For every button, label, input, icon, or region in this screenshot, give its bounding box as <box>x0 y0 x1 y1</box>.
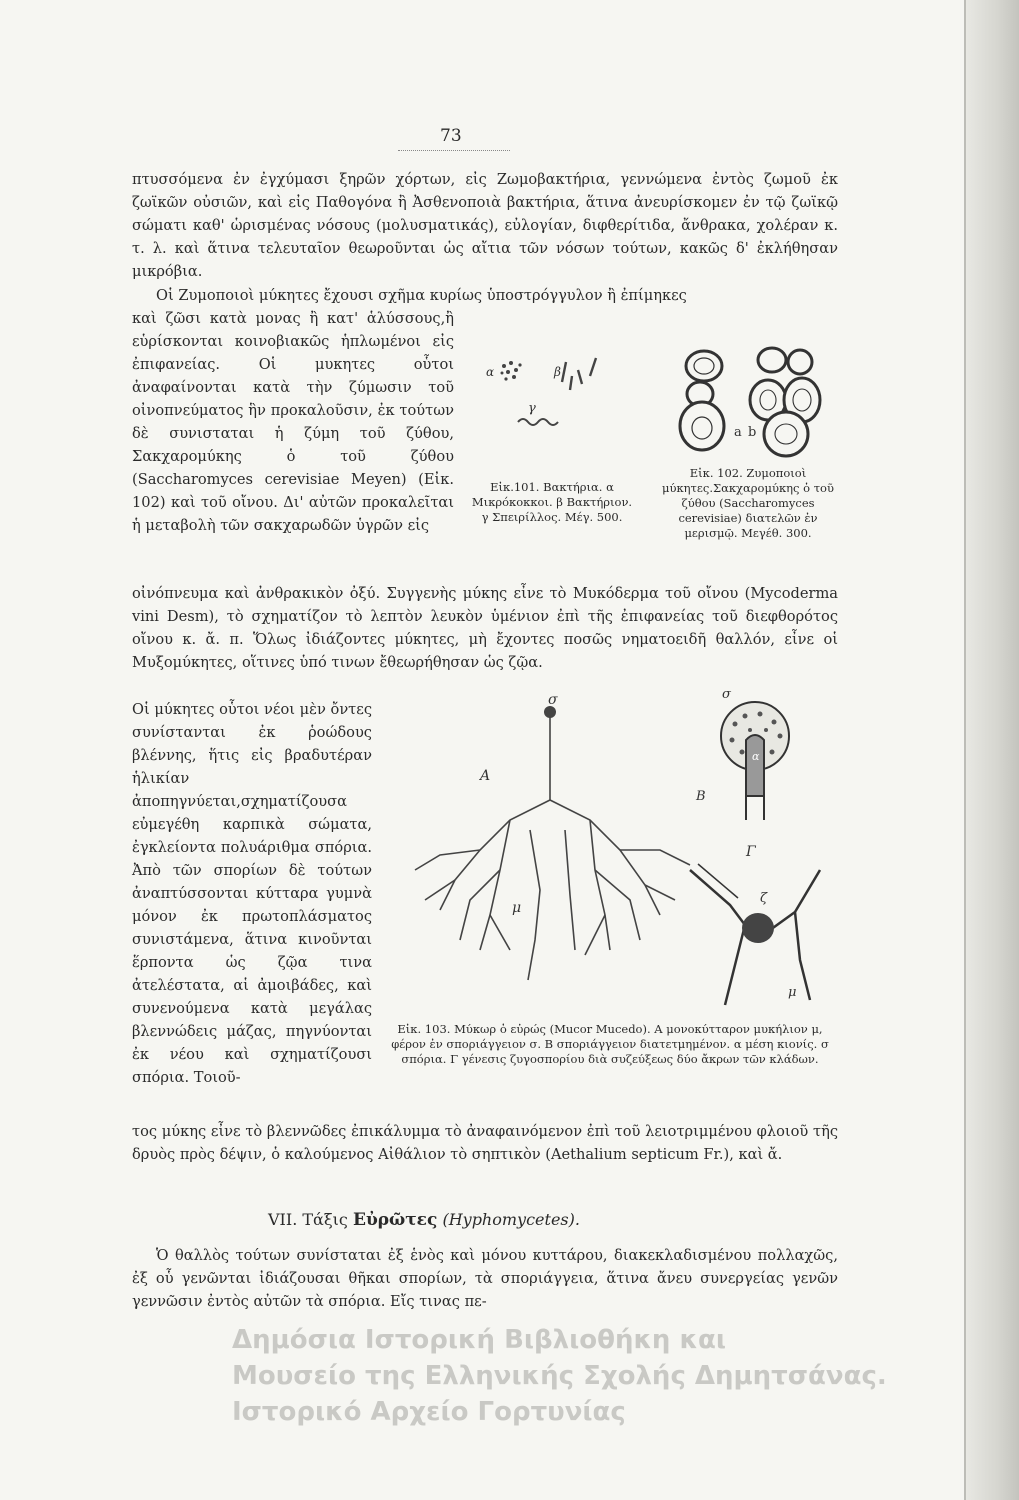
label-b: b <box>748 425 757 440</box>
section-heading-title: Εὐρῶτες <box>352 1210 438 1230</box>
library-watermark <box>232 1322 887 1430</box>
label-alpha: α <box>486 365 495 379</box>
page-number-rule <box>398 150 510 151</box>
label-B: B <box>696 789 706 804</box>
label-sigma: σ <box>548 692 558 708</box>
label-A: A <box>480 768 491 784</box>
micrococci-dots <box>501 361 522 381</box>
sporangium-section <box>695 687 789 820</box>
label-a: a <box>734 425 742 440</box>
figure-101-bacteria <box>478 352 638 432</box>
zygospore-formation <box>690 844 820 1005</box>
label-mu-b: μ <box>788 985 797 1000</box>
paragraph-bacteria: πτυσσόμενα ἐν ἐγχύμασι ξηρῶν χόρτων, εἰς Ζωμοβακτήρια, γεννώμενα ἐντὸς ζωμοῦ ἐκ ζωϊκῶν οὐσιῶν, καὶ εἰς Παθογόνα ἢ Ἀσθενοποιὰ βακτήρια, ἅτινα ἀνευρίσκομεν ἐν τῷ ζωϊκῷ σώματι καθ' ὡρισμένας νόσους (μολυσματικάς), εὐλογίαν, διφθερίτιδα, ἄνθρακα, χολέραν κ. τ. λ. καὶ ἅτινα τελευταῖον θεωροῦνται ὡς αἴτια τῶν νόσων τούτων, κακῶς δ' ἐκλήθησαν μικρόβια. <box>132 171 838 280</box>
watermark-line-2: Μουσείο της Ελληνικής Σχολής Δημητσάνας. <box>232 1361 887 1391</box>
yeast-cells-a <box>680 351 724 450</box>
section-heading <box>268 1210 580 1230</box>
paragraph-yeast-intro: Οἱ Ζυμοποιοὶ μύκητες ἔχουσι σχῆμα κυρίως ὑποστρόγγυλον ἢ ἐπίμηκες <box>156 287 687 304</box>
page-edge-shadow <box>964 0 1019 1500</box>
paragraph-aethalium: τος μύκης εἶνε τὸ βλεννῶδες ἐπικάλυμμα τὸ ἀναφαινόμενον ἐπὶ τοῦ λειοτριμμένου φλοιοῦ τῆς δρυὸς πρὸς δέψιν, ὁ καλούμενος Αἰθάλιον τὸ σηπτικὸν (Aethalium septicum Fr.), καὶ ἄ. <box>132 1123 838 1163</box>
label-sigma-b: σ <box>722 687 731 702</box>
label-mu: μ <box>512 900 522 916</box>
caption-fig-102: Εἰκ. 102. Ζυμοποιοὶ μύκητες.Σακχαρομύκης ὁ τοῦ ζύθου (Saccharomyces cerevisiae) διατελῶν ἐν μερισμῷ. Μεγέθ. 300. <box>662 466 834 540</box>
paragraph-mycoderma: οἰνόπνευμα καὶ ἀνθρακικὸν ὀξύ. Συγγενὴς μύκης εἶνε τὸ Μυκόδερμα τοῦ οἴνου (Mycoderma vini Desm), τὸ σχηματίζον τὸ λεπτὸν λευκὸν ὑμένιον ἐπὶ τῆς ἐπιφανείας τοῦ διεφθορότος οἴνου κ. ἄ. π. Ὅλως ἰδιάζοντες μύκητες, μὴ ἔχοντες ποσῶς νηματοειδῆ θαλλόν, εἶνε οἱ Μυξομύκητες, οἵτινες ὑπό τινων ἔθεωρήθησαν ὡς ζῷα. <box>132 585 838 671</box>
caption-fig-101: Εἰκ.101. Βακτήρια. α Μικρόκοκκοι. β Βακτήριον. γ Σπειρίλλος. Μέγ. 500. <box>471 480 633 524</box>
label-gamma: γ <box>528 401 536 416</box>
paragraph-yeast-body: καὶ ζῶσι κατὰ μονας ἢ κατ' ἁλύσσους,ἢ εὑρίσκονται κοινοβιακῶς ἡπλωμένοι εἰς ἐπιφανείας. Οἱ μυκητες οὗτοι ἀναφαίνονται κατὰ τὴν ζύμωσιν τοῦ οἰνοπνεύματος ἣν προκαλοῦσιν, ἐκ τούτων δὲ συνισταται ἡ ζύμη τοῦ ζύθου, Σακχαρομύκης ὁ τοῦ ζύθου (Saccharomyces cerevisiae Meyen) (Εἰκ. 102) καὶ τοῦ οἴνου. Δι' αὐτῶν προκαλεῖται ἡ μεταβολὴ τῶν σακχαρωδῶν ὑγρῶν εἰς <box>132 310 454 534</box>
spirillum <box>518 419 558 425</box>
section-heading-latin: (Hyphomycetes). <box>442 1210 580 1229</box>
figure-103-mucor <box>400 687 836 1018</box>
label-alpha-b: α <box>752 750 760 763</box>
paragraph-myxomycetes: Οἱ μύκητες οὗτοι νέοι μὲν ὄντες συνίστανται ἐκ ῥοώδους βλέννης, ἥτις εἰς βραδυτέραν ἡλικίαν ἀποπηγνύεται,σχηματίζουσα εὐμεγέθη καρπικὰ σώματα, ἐγκλείοντα πολυάριθμα σπόρια. Ἀπὸ τῶν σπορίων δὲ τούτων ἀναπτύσσονται κύτταρα γυμνὰ μόνον ἐκ πρωτοπλάσματος συνιστάμενα, ἅτινα κινοῦνται ἕρποντα ὡς ζῷα τινα ἀτελέστατα, αἱ ἀμοιβάδες, καὶ συνενούμενα κατὰ μεγάλας βλεννώδεις μάζας, πηγνύονται ἐκ νέου καὶ σχηματίζουσι σπόρια. Τοιοῦ- <box>132 701 372 1086</box>
section-heading-prefix: VII. Τάξις <box>268 1210 348 1229</box>
paragraph-hyphomycetes: Ὁ θαλλὸς τούτων συνίσταται ἐξ ἑνὸς καὶ μόνου κυττάρου, διακεκλαδισμένου πολλαχῶς, ἐξ οὗ γενῶνται ἰδιάζουσαι θῆκαι σπορίων, τὰ σποριάγγεια, ἅτινα ἄνευ συνεργείας γενῶν γεννῶσιν ἐντὸς αὐτῶν τὰ σπόρια. Εἴς τινας πε- <box>132 1247 838 1310</box>
figure-102-yeast <box>676 338 836 462</box>
page-number: 73 <box>440 126 462 146</box>
mycelium-branches <box>415 714 690 980</box>
label-beta: β <box>554 365 561 379</box>
label-Gamma: Γ <box>746 844 756 860</box>
watermark-line-1: Δημόσια Ιστορική Βιβλιοθήκη και <box>232 1325 726 1355</box>
caption-fig-103: Εἰκ. 103. Μύκωρ ὁ εὐρώς (Mucor Mucedo). A μονοκύτταρον μυκήλιον μ, φέρον ἐν σποριάγγειον σ. B σποριάγγειον διατετμημένον. α μέση κιονίς. σ σπόρια. Γ γένεσις ζυγοσπορίου διὰ συζεύξεως δύο ἄκρων τῶν κλάδων. <box>391 1022 829 1066</box>
label-zeta: ζ <box>760 891 768 906</box>
watermark-line-3: Ιστορικό Αρχείο Γορτυνίας <box>232 1397 626 1427</box>
bacterium-rods <box>562 358 596 390</box>
